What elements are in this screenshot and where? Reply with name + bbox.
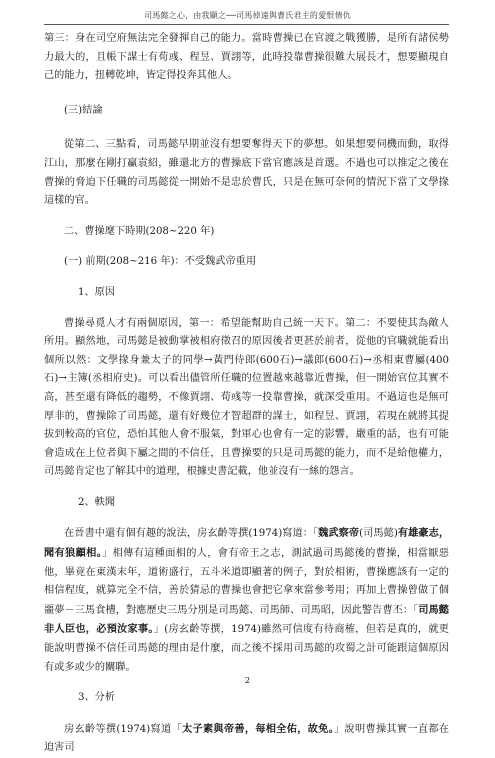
page-body <box>44 30 449 758</box>
paragraph-third-reason: 第三：身在司空府無法完全發揮自己的能力。當時曹操已在官渡之戰獲勝，是所有諸侯勢力最大的，且帳下謀士有荀彧、程昱、賈詡等，此時投靠曹操很難大展長才，想要顯現自己的能力，扭轉乾坤，皆定得投奔其他人。 <box>44 33 449 82</box>
page-number: 2 <box>244 676 251 686</box>
anecdote-text-2: (司馬懿) <box>359 528 398 540</box>
anecdote-quote-1: 魏武察帝 <box>318 527 360 540</box>
heading-cause: 1、原因 <box>78 286 116 298</box>
heading-early-period: (一) 前期(208~216 年)：不受魏武帝重用 <box>64 256 257 268</box>
analysis-text-1: 房玄齡等撰(1974)寫道「 <box>64 723 182 735</box>
heading-conclusion: (三)結論 <box>64 104 103 116</box>
anecdote-text-4: 」(房玄齡等撰，1974)雖然可信度有待商榷，但若是真的，就更能說明曹操不信任司馬懿的理由是什麼，而之後不採用司馬懿的攻蜀之計可能跟這個原因有或多或少的關聯。 <box>44 624 449 673</box>
paragraph-anecdote <box>44 524 449 677</box>
analysis-text-2: 」說明曹操其實一直都在迫害司 <box>44 723 450 754</box>
paragraph-analysis <box>44 720 449 758</box>
anecdote-quote-3: 司馬懿非人臣也，必預汝家事。 <box>44 603 449 636</box>
heading-analysis: 3、分析 <box>78 692 116 704</box>
anecdote-quote-2: 有雄豪志，聞有狼顧相。 <box>44 527 450 560</box>
paragraph-cause: 曹操尋覓人才有兩個原因，第一：希望能幫助自己統一天下。第二：不要使其為敵人所用。顯然地，司馬懿是被動掌被相府徵召的原因後者更甚於前者，從他的官職就能看出個所以然：文學掾身兼太子的同學→黃門侍郎(600石)→議郎(600石)→丞相東曹屬(400石)→主簿(丞相府史)。可以看出儘管所任職的位置越來越靠近曹操，但一開始官位其實不高，甚至還有降低的趨勢，不像賈詡、荀彧等一投靠曹操，就深受重用。不過這也是無可厚非的，曹操除了司馬懿，還有好幾位才智超群的謀士，如程昱、賈詡，若現在就將其提拔到較高的官位，恐怕其他人會不服氣，對軍心也會有一定的影響，嚴重的話，也有可能會造成在上位者與下屬之間的不信任，且曹操要的只是司馬懿的能力，而不是給他權力，司馬懿肯定也了解其中的道理，根據史書記載，他並沒有一絲的怨言。 <box>44 317 449 478</box>
running-header: 司馬懿之心，由我顯之──司馬倬遠與曹氏君主的愛恨情仇 <box>144 11 351 20</box>
heading-anecdote: 2、軼聞 <box>78 496 116 508</box>
anecdote-text-1: 在晉書中還有個有趣的說法，房玄齡等撰(1974)寫道：「 <box>64 528 319 540</box>
heading-section-two: 二、曹操麾下時期(208~220 年) <box>64 225 215 237</box>
paragraph-conclusion: 從第二、三點看，司馬懿早期並沒有想要奪得天下的夢想。如果想要伺機而動，取得江山，那麼在剛打贏袁紹，雖還北方的曹操底下當官應該是首選。不過也可以推定之後在曹操的脅迫下任職的司馬懿從一開始不是忠於曹氏，只是在無可奈何的情況下當了文學掾這樣的官。 <box>44 139 449 207</box>
header-divider <box>44 24 449 25</box>
analysis-quote: 太子素與帝善，每相全佑，故免。 <box>181 722 335 735</box>
anecdote-text-3: 」相傳有這種面相的人，會有帝王之志，測試過司馬懿後的曹操，相當厭惡他，畢竟在東漢末年，道術盛行，五斗米道即顯著的例子，對於相術，曹操應該有一定的相信程度，就算完全不信，善於猜忌的曹操也會把它拿來當參考用；再加上曹操曾做了個噩夢－三馬食槽，對應歷史三馬分別是司馬懿、司馬師、司馬昭，因此警告曹丕：「 <box>44 548 449 616</box>
